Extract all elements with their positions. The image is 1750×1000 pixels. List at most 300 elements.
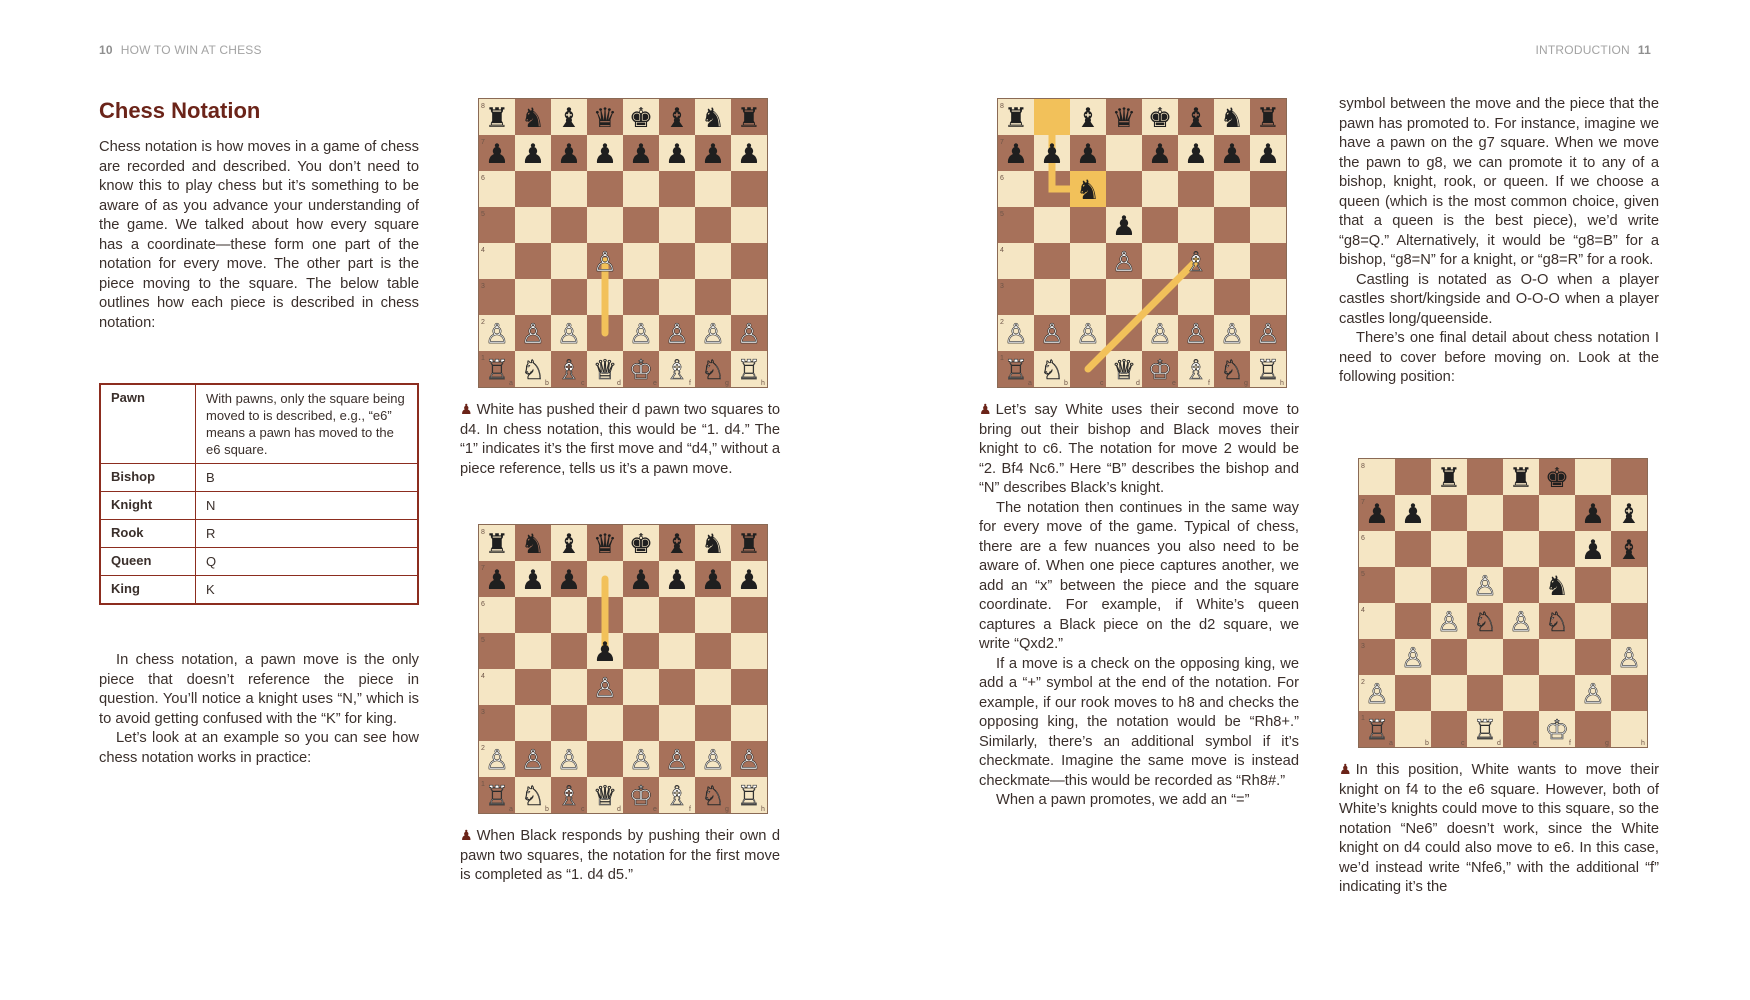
black-rook-icon: ♜	[736, 103, 762, 134]
black-knight-icon: ♞	[520, 103, 546, 134]
black-bishop-icon: ♝	[1616, 499, 1642, 530]
caption-board-1-text: White has pushed their d pawn two squares to d4. In chess notation, this would be “1. d4.” The “1” indicates it’s the first move and “d4,” without a piece reference, tells us it’s a pawn move.	[460, 402, 780, 477]
check-paragraph: If a move is a check on the opposing king, we add a “+” symbol at the end of the notation. For example, if our rook moves to h8 and checks the opposing king, the notation would be “Rh8+.” Similarly, there’s an additional symbol if it’s checkmate. Imagine the same move is instead checkmate—this would be recorded as “Rh8#.”	[979, 655, 1299, 789]
board-square	[1106, 279, 1142, 315]
board-square	[1070, 207, 1106, 243]
black-pawn-icon: ♟	[628, 139, 654, 170]
board-square	[1539, 495, 1575, 531]
file-label: e	[1533, 740, 1537, 747]
board-square	[1539, 531, 1575, 567]
board-square	[695, 207, 731, 243]
board-square	[695, 705, 731, 741]
file-label: f	[689, 806, 691, 813]
black-king-icon: ♚	[628, 529, 654, 560]
white-pawn-icon: ♙	[484, 319, 510, 350]
column-4-text	[1339, 95, 1659, 388]
rank-label: 7	[1361, 499, 1365, 506]
white-knight-icon: ♘	[1472, 607, 1498, 638]
pawn-marker-icon: ♟	[979, 401, 992, 417]
right-running-head	[1536, 43, 1652, 57]
board-square	[695, 279, 731, 315]
board-square	[623, 207, 659, 243]
white-pawn-icon: ♙	[556, 319, 582, 350]
caption-board-4-text: In this position, White wants to move their knight on f4 to the e6 square. However, both of White’s knights could move to this square, so the notation “Ne6” doesn’t work, since the White knight on d4 could also move to e6. In this case, we’d instead write “Nfe6,” with the additional “f” indicating it’s the	[1339, 762, 1659, 895]
board-square	[659, 669, 695, 705]
board-square	[551, 705, 587, 741]
piece-name-cell: King	[100, 576, 196, 605]
board-square	[1142, 171, 1178, 207]
board-square	[731, 207, 767, 243]
white-king-icon: ♔	[628, 355, 654, 386]
black-pawn-icon: ♟	[1580, 499, 1606, 530]
black-pawn-icon: ♟	[736, 139, 762, 170]
left-page-number: 10	[99, 43, 113, 57]
caption-board-4	[1339, 760, 1659, 898]
white-rook-icon: ♖	[1364, 715, 1390, 746]
board-square	[623, 171, 659, 207]
chess-board-4	[1358, 458, 1648, 748]
board-square	[1503, 639, 1539, 675]
file-label: h	[1641, 740, 1645, 747]
white-pawn-icon: ♙	[1472, 571, 1498, 602]
file-label: e	[653, 806, 657, 813]
file-label: h	[1280, 380, 1284, 387]
black-bishop-icon: ♝	[1075, 103, 1101, 134]
rank-label: 3	[1000, 283, 1004, 290]
piece-name-cell: Queen	[100, 548, 196, 576]
piece-name-cell: Knight	[100, 492, 196, 520]
black-queen-icon: ♛	[1111, 103, 1137, 134]
white-pawn-icon: ♙	[1111, 247, 1137, 278]
board-square	[515, 597, 551, 633]
white-pawn-icon: ♙	[664, 745, 690, 776]
castling-paragraph: Castling is notated as O-O when a player castles short/kingside and O-O-O when a player castles long/queenside.	[1339, 271, 1659, 327]
board-square	[623, 633, 659, 669]
file-label: f	[1208, 380, 1210, 387]
rank-label: 5	[481, 211, 485, 218]
white-pawn-icon: ♙	[520, 319, 546, 350]
board-square	[515, 705, 551, 741]
board-square	[1467, 531, 1503, 567]
rank-label: 3	[481, 709, 485, 716]
black-bishop-icon: ♝	[664, 529, 690, 560]
black-rook-icon: ♜	[1436, 463, 1462, 494]
rank-label: 6	[481, 175, 485, 182]
board-square	[695, 669, 731, 705]
black-pawn-icon: ♟	[520, 139, 546, 170]
black-pawn-icon: ♟	[556, 565, 582, 596]
white-pawn-icon: ♙	[736, 745, 762, 776]
file-label: d	[617, 806, 621, 813]
board-square	[551, 207, 587, 243]
white-pawn-icon: ♙	[1436, 607, 1462, 638]
board-square	[1178, 207, 1214, 243]
board-square	[659, 207, 695, 243]
board-square	[659, 279, 695, 315]
final-detail-paragraph: There’s one final detail about chess notation I need to cover before moving on. Look at the following position:	[1339, 330, 1659, 385]
file-label: e	[1172, 380, 1176, 387]
white-pawn-icon: ♙	[628, 745, 654, 776]
pawn-notation-paragraph: In chess notation, a pawn move is the only piece that doesn’t reference the piece in question. You’ll notice a knight uses “N,” which is to avoid getting confused with the “K” for king.	[99, 652, 419, 727]
board-square	[1611, 567, 1647, 603]
file-label: c	[1100, 380, 1104, 387]
white-rook-icon: ♖	[736, 781, 762, 812]
board-square	[1034, 279, 1070, 315]
file-label: c	[1461, 740, 1465, 747]
black-pawn-icon: ♟	[1075, 139, 1101, 170]
board-square	[1395, 603, 1431, 639]
rank-label: 8	[481, 103, 485, 110]
board-square	[659, 171, 695, 207]
notation-cell: R	[196, 520, 419, 548]
board-square	[1431, 531, 1467, 567]
table-row	[100, 464, 418, 492]
rank-label: 1	[1361, 715, 1365, 722]
column-1-lower	[99, 651, 419, 768]
board-square	[695, 597, 731, 633]
white-pawn-icon: ♙	[664, 319, 690, 350]
rank-label: 3	[481, 283, 485, 290]
black-pawn-icon: ♟	[1183, 139, 1209, 170]
black-bishop-icon: ♝	[664, 103, 690, 134]
board-square	[1395, 567, 1431, 603]
black-king-icon: ♚	[1147, 103, 1173, 134]
black-rook-icon: ♜	[1255, 103, 1281, 134]
rank-label: 4	[481, 673, 485, 680]
white-pawn-icon: ♙	[592, 247, 618, 278]
white-pawn-icon: ♙	[1616, 643, 1642, 674]
board-square	[1431, 567, 1467, 603]
board-square	[659, 597, 695, 633]
notation-table	[99, 383, 419, 605]
board-square	[731, 279, 767, 315]
board-square	[1250, 207, 1286, 243]
file-label: h	[761, 806, 765, 813]
white-knight-icon: ♘	[1039, 355, 1065, 386]
piece-name-cell: Rook	[100, 520, 196, 548]
white-knight-icon: ♘	[520, 781, 546, 812]
black-knight-icon: ♞	[1075, 175, 1101, 206]
white-queen-icon: ♕	[1111, 355, 1137, 386]
example-intro-paragraph: Let’s look at an example so you can see how chess notation works in practice:	[99, 730, 419, 766]
board-square	[1503, 531, 1539, 567]
black-pawn-icon: ♟	[592, 637, 618, 668]
piece-name-cell: Pawn	[100, 384, 196, 464]
board-square	[1250, 171, 1286, 207]
white-pawn-icon: ♙	[1400, 643, 1426, 674]
rank-label: 7	[481, 565, 485, 572]
rank-label: 4	[481, 247, 485, 254]
board-square	[623, 705, 659, 741]
notation-cell: N	[196, 492, 419, 520]
board-square	[1034, 243, 1070, 279]
white-queen-icon: ♕	[592, 355, 618, 386]
board-square	[1178, 279, 1214, 315]
white-king-icon: ♔	[1147, 355, 1173, 386]
board-square	[1611, 675, 1647, 711]
white-pawn-icon: ♙	[484, 745, 510, 776]
rank-label: 4	[1361, 607, 1365, 614]
white-queen-icon: ♕	[592, 781, 618, 812]
black-rook-icon: ♜	[1508, 463, 1534, 494]
file-label: a	[1389, 740, 1393, 747]
table-row	[100, 520, 418, 548]
white-pawn-icon: ♙	[1364, 679, 1390, 710]
file-label: d	[617, 380, 621, 387]
file-label: d	[1136, 380, 1140, 387]
rank-label: 5	[1000, 211, 1004, 218]
white-pawn-icon: ♙	[1147, 319, 1173, 350]
black-pawn-icon: ♟	[736, 565, 762, 596]
rank-label: 8	[1000, 103, 1004, 110]
black-rook-icon: ♜	[484, 529, 510, 560]
table-row	[100, 384, 418, 464]
rank-label: 8	[481, 529, 485, 536]
chess-board-2	[478, 524, 768, 814]
file-label: f	[689, 380, 691, 387]
white-pawn-icon: ♙	[1183, 319, 1209, 350]
white-rook-icon: ♖	[1255, 355, 1281, 386]
board-square	[731, 243, 767, 279]
rank-label: 2	[1000, 319, 1004, 326]
intro-paragraph: Chess notation is how moves in a game of chess are recorded and described. You don’t need to know this to play chess but it’s something to be aware of as you advance your understanding of the game. We talked about how every square has a coordinate—these form one part of the notation for every move. The other part is the piece moving to the square. The below table outlines how each piece is described in chess notation:	[99, 139, 419, 331]
board-square	[1503, 495, 1539, 531]
file-label: f	[1569, 740, 1571, 747]
board-square	[1106, 135, 1142, 171]
rank-label: 2	[481, 745, 485, 752]
pawn-marker-icon: ♟	[460, 401, 473, 417]
board-square	[587, 705, 623, 741]
table-row	[100, 576, 418, 605]
board-square	[515, 669, 551, 705]
notation-cell: Q	[196, 548, 419, 576]
board-square	[695, 633, 731, 669]
white-pawn-icon: ♙	[1255, 319, 1281, 350]
board-square	[551, 243, 587, 279]
file-label: e	[653, 380, 657, 387]
board-square	[1395, 459, 1431, 495]
left-running-head	[99, 43, 262, 57]
board-square	[551, 669, 587, 705]
board-square	[1250, 279, 1286, 315]
board-square	[587, 171, 623, 207]
rank-label: 5	[481, 637, 485, 644]
black-knight-icon: ♞	[700, 103, 726, 134]
board-square	[1214, 171, 1250, 207]
black-pawn-icon: ♟	[1219, 139, 1245, 170]
notation-cell: With pawns, only the square being moved to is described, e.g., “e6” means a pawn has moved to the e6 square.	[196, 384, 419, 464]
board-square	[623, 243, 659, 279]
notation-cell: K	[196, 576, 419, 605]
board-square	[1214, 243, 1250, 279]
white-rook-icon: ♖	[484, 355, 510, 386]
pawn-marker-icon: ♟	[1339, 761, 1352, 777]
rank-label: 4	[1000, 247, 1004, 254]
white-bishop-icon: ♗	[1183, 355, 1209, 386]
black-pawn-icon: ♟	[664, 565, 690, 596]
board-square	[1142, 243, 1178, 279]
black-knight-icon: ♞	[520, 529, 546, 560]
board-square	[1431, 675, 1467, 711]
board-square	[1034, 207, 1070, 243]
file-label: b	[545, 380, 549, 387]
board-square	[1070, 243, 1106, 279]
board-square	[1611, 459, 1647, 495]
file-label: c	[581, 380, 585, 387]
black-pawn-icon: ♟	[1400, 499, 1426, 530]
rank-label: 6	[1361, 535, 1365, 542]
file-label: b	[545, 806, 549, 813]
caption-board-1	[460, 400, 780, 479]
white-pawn-icon: ♙	[1003, 319, 1029, 350]
black-pawn-icon: ♟	[1580, 535, 1606, 566]
file-label: b	[1064, 380, 1068, 387]
black-pawn-icon: ♟	[700, 139, 726, 170]
board-square	[1575, 567, 1611, 603]
right-running-title: INTRODUCTION	[1535, 43, 1630, 57]
board-square	[1467, 459, 1503, 495]
file-label: a	[1028, 380, 1032, 387]
board-square	[659, 633, 695, 669]
caption-board-3-text: Let’s say White uses their second move to bring out their bishop and Black moves their knight to c6. The notation for move 2 would be “2. Bf4 Nc6.” Here “B” describes the bishop and “N” describes Black’s knight.	[979, 402, 1299, 496]
black-pawn-icon: ♟	[1039, 139, 1065, 170]
board-square	[1214, 207, 1250, 243]
board-square	[731, 705, 767, 741]
rank-label: 5	[1361, 571, 1365, 578]
file-label: h	[761, 380, 765, 387]
board-square	[1395, 531, 1431, 567]
black-bishop-icon: ♝	[1183, 103, 1209, 134]
black-rook-icon: ♜	[484, 103, 510, 134]
board-square	[731, 633, 767, 669]
rank-label: 3	[1361, 643, 1365, 650]
black-queen-icon: ♛	[592, 529, 618, 560]
black-king-icon: ♚	[1544, 463, 1570, 494]
board-square	[1395, 675, 1431, 711]
rank-label: 6	[1000, 175, 1004, 182]
black-king-icon: ♚	[628, 103, 654, 134]
board-square	[1575, 639, 1611, 675]
white-pawn-icon: ♙	[556, 745, 582, 776]
white-knight-icon: ♘	[520, 355, 546, 386]
rank-label: 6	[481, 601, 485, 608]
board-square	[731, 669, 767, 705]
black-bishop-icon: ♝	[556, 529, 582, 560]
column-3-text	[979, 400, 1299, 811]
pawn-marker-icon: ♟	[460, 827, 473, 843]
rank-label: 1	[481, 355, 485, 362]
board-square	[1431, 495, 1467, 531]
black-pawn-icon: ♟	[556, 139, 582, 170]
black-knight-icon: ♞	[1219, 103, 1245, 134]
file-label: g	[1605, 740, 1609, 747]
black-pawn-icon: ♟	[1364, 499, 1390, 530]
file-label: d	[1497, 740, 1501, 747]
black-bishop-icon: ♝	[1616, 535, 1642, 566]
board-square	[1503, 675, 1539, 711]
white-pawn-icon: ♙	[1075, 319, 1101, 350]
white-knight-icon: ♘	[1544, 607, 1570, 638]
rank-label: 8	[1361, 463, 1365, 470]
board-square	[1575, 603, 1611, 639]
board-square	[695, 171, 731, 207]
black-bishop-icon: ♝	[556, 103, 582, 134]
rank-label: 7	[481, 139, 485, 146]
white-pawn-icon: ♙	[1219, 319, 1245, 350]
promotion-continued-paragraph: symbol between the move and the piece that the pawn has promoted to. For instance, imagine we have a pawn on the g7 square. When we move the pawn to g8, we can promote it to any of a bishop, knight, rook, or queen. If we choose a queen (which is the most common choice, given that a queen is the best piece), we’d write “g8=Q.” Alternatively, it would be “g8=B” for a bishop, “g8=N” for a knight, or “g8=R” for a rook.	[1339, 96, 1659, 268]
board-square	[587, 741, 623, 777]
board-square	[1142, 207, 1178, 243]
black-pawn-icon: ♟	[700, 565, 726, 596]
white-pawn-icon: ♙	[520, 745, 546, 776]
white-bishop-icon: ♗	[664, 355, 690, 386]
table-row	[100, 548, 418, 576]
board-square	[731, 597, 767, 633]
board-square	[587, 207, 623, 243]
board-square	[1070, 279, 1106, 315]
board-square	[731, 171, 767, 207]
white-pawn-icon: ♙	[628, 319, 654, 350]
white-king-icon: ♔	[628, 781, 654, 812]
file-label: g	[725, 806, 729, 813]
black-knight-icon: ♞	[700, 529, 726, 560]
right-page-number: 11	[1637, 43, 1651, 57]
black-pawn-icon: ♟	[628, 565, 654, 596]
notation-cell: B	[196, 464, 419, 492]
table-row	[100, 492, 418, 520]
black-queen-icon: ♛	[592, 103, 618, 134]
black-pawn-icon: ♟	[1003, 139, 1029, 170]
white-bishop-icon: ♗	[1183, 247, 1209, 278]
board-square	[515, 633, 551, 669]
black-pawn-icon: ♟	[1111, 211, 1137, 242]
white-knight-icon: ♘	[700, 355, 726, 386]
black-pawn-icon: ♟	[1147, 139, 1173, 170]
white-bishop-icon: ♗	[664, 781, 690, 812]
board-square	[551, 633, 587, 669]
white-rook-icon: ♖	[736, 355, 762, 386]
file-label: a	[509, 380, 513, 387]
white-pawn-icon: ♙	[592, 673, 618, 704]
black-pawn-icon: ♟	[520, 565, 546, 596]
black-rook-icon: ♜	[1003, 103, 1029, 134]
white-pawn-icon: ♙	[700, 319, 726, 350]
white-rook-icon: ♖	[1003, 355, 1029, 386]
notation-continues-paragraph: The notation then continues in the same way for every move of the game. Typical of chess, there are a few nuances you also need to be aware of. When one piece captures another, we add an “x” between the piece and the square coordinate. For example, if White’s queen captures a Black piece on the d2 square, we write “Qxd2.”	[979, 499, 1299, 652]
promotion-paragraph: When a pawn promotes, we add an “=”	[996, 792, 1250, 808]
section-title: Chess Notation	[99, 98, 261, 123]
white-pawn-icon: ♙	[1039, 319, 1065, 350]
board-square	[1467, 495, 1503, 531]
white-pawn-icon: ♙	[736, 319, 762, 350]
file-label: g	[725, 380, 729, 387]
board-square	[1539, 639, 1575, 675]
board-square	[659, 243, 695, 279]
board-square	[695, 243, 731, 279]
caption-board-2-text: When Black responds by pushing their own d pawn two squares, the notation for the first move is completed as “1. d4 d5.”	[460, 828, 780, 883]
board-square	[659, 705, 695, 741]
board-square	[515, 279, 551, 315]
white-bishop-icon: ♗	[556, 355, 582, 386]
white-pawn-icon: ♙	[1508, 607, 1534, 638]
board-square	[515, 207, 551, 243]
board-square	[551, 597, 587, 633]
board-square	[515, 171, 551, 207]
board-square	[623, 669, 659, 705]
white-knight-icon: ♘	[1219, 355, 1245, 386]
white-rook-icon: ♖	[1472, 715, 1498, 746]
board-square	[623, 279, 659, 315]
